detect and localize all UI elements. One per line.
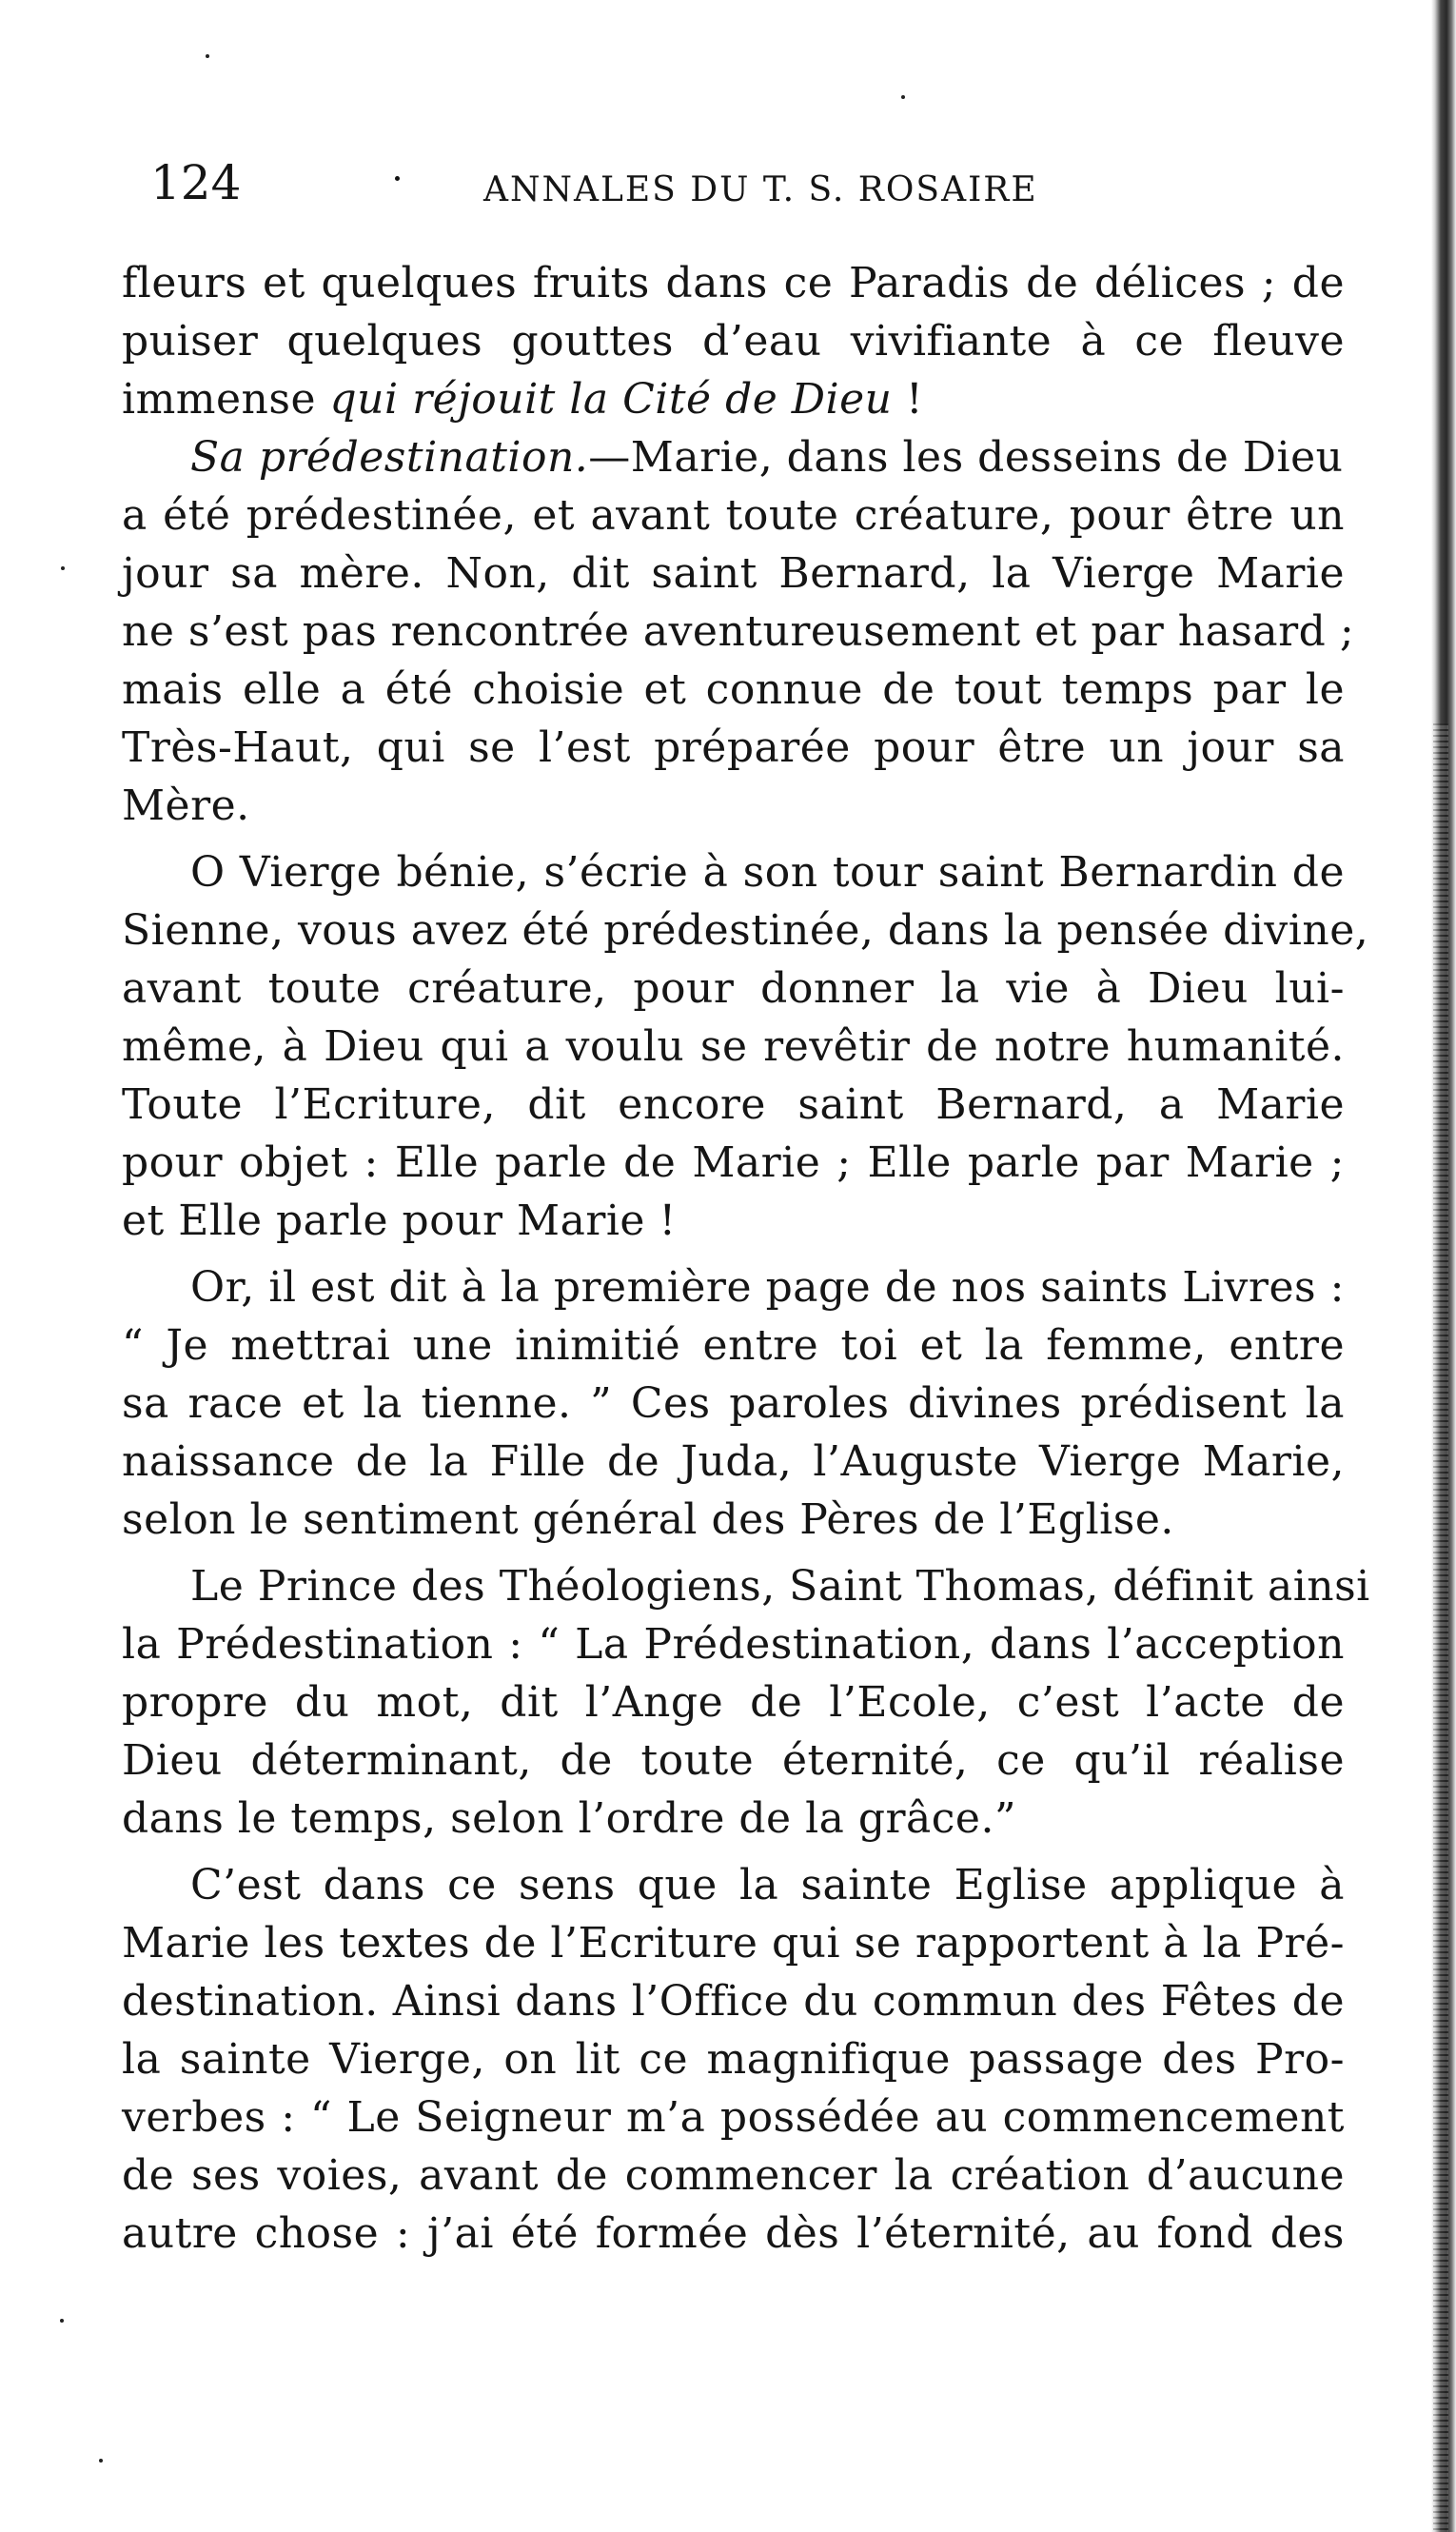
text-line: naissance de la Fille de Juda, l’Auguste Vierge Marie, [122,1437,1345,1486]
text-line: verbes : “ Le Seigneur m’a possédée au commencement [122,2093,1345,2142]
text-line: mais elle a été choisie et connue de tout temps par le [122,665,1345,714]
text-line: autre chose : j’ai été formée dès l’éternité, au fond des [122,2209,1345,2258]
text-line: Très-Haut, qui se l’est préparée pour être un jour sa [122,723,1345,772]
text-line: dans le temps, selon l’ordre de la grâce.” [122,1794,1016,1843]
paragraph-gap [122,1250,1345,1258]
text-line [122,428,1345,486]
scan-speck [206,54,209,58]
text-line: Sienne, vous avez été prédestinée, dans la pensée divine, [122,906,1369,955]
text-line: Toute l’Ecriture, dit encore saint Bernard, a Marie [122,1080,1345,1129]
text-line [122,370,1345,428]
header-dot [395,176,400,181]
paragraph-4 [122,1258,1345,1549]
text-line: fleurs et quelques fruits dans ce Paradis de délices ; de [122,259,1345,307]
text-line: la sainte Vierge, on lit ce magnifique passage des Pro- [122,2035,1345,2084]
text-line: O Vierge bénie, s’écrie à son tour saint Bernardin de [190,848,1345,897]
text-line: Marie les textes de l’Ecriture qui se rapportent à la Pré- [122,1919,1345,1968]
page-edge-texture [1433,723,1448,2532]
text-line: Or, il est dit à la première page de nos saints Livres : [190,1263,1345,1312]
text-line: pour objet : Elle parle de Marie ; Elle parle par Marie ; [122,1138,1345,1187]
italic-phrase: qui réjouit la Cité de Dieu [329,375,893,424]
page-header [150,157,1349,212]
text-line: destination. Ainsi dans l’Office du commun des Fêtes de [122,1977,1345,2026]
scan-speck [901,95,905,99]
text-line: puiser quelques gouttes d’eau vivifiante à ce fleuve [122,317,1345,366]
paragraph-gap [122,1848,1345,1856]
text-line: la Prédestination : “ La Prédestination, dans l’acception [122,1620,1345,1669]
text-line: de ses voies, avant de commencer la création d’aucune [122,2151,1345,2200]
running-title: ANNALES DU T. S. ROSAIRE [483,170,1038,209]
text-line: propre du mot, dit l’Ange de l’Ecole, c’est l’acte de [122,1678,1345,1727]
paragraph-2 [122,428,1355,835]
page-number: 124 [150,155,242,210]
text-line: C’est dans ce sens que la sainte Eglise applique à [190,1861,1345,1909]
text-line: sa race et la tienne. ” Ces paroles divines prédisent la [122,1379,1345,1428]
scan-speck [61,566,65,570]
paragraph-gap [122,1549,1345,1557]
paragraph-3 [122,843,1369,1250]
text-line: Dieu déterminant, de toute éternité, ce qu’il réalise [122,1736,1345,1785]
text-line: même, à Dieu qui a voulu se revêtir de notre humanité. [122,1022,1345,1071]
body-text [122,254,1370,2263]
section-heading-italic: Sa prédestination. [190,433,589,482]
scan-speck [60,2319,64,2323]
scan-speck [99,2459,103,2463]
paragraph-gap [122,835,1345,843]
text-line-suffix: ! [892,375,924,424]
text-line: ne s’est pas rencontrée aventureusement et par hasard ; [122,607,1355,656]
text-line: “ Je mettrai une inimitié entre toi et la femme, entre [122,1321,1345,1370]
text-line: jour sa mère. Non, dit saint Bernard, la Vierge Marie [122,549,1345,598]
text-line: avant toute créature, pour donner la vie à Dieu lui- [122,964,1345,1013]
text-line: selon le sentiment général des Pères de l’Eglise. [122,1495,1174,1544]
text-line-prefix: immense [122,375,330,424]
paragraph-1 [122,254,1345,428]
paragraph-5 [122,1557,1370,1848]
text-line-suffix: —Marie, dans les desseins de Dieu [588,433,1344,482]
text-line: a été prédestinée, et avant toute créature, pour être un [122,491,1345,540]
text-line: Mère. [122,781,250,830]
text-line: et Elle parle pour Marie ! [122,1197,677,1245]
paragraph-6 [122,1856,1345,2263]
text-line: Le Prince des Théologiens, Saint Thomas, définit ainsi [190,1562,1370,1611]
